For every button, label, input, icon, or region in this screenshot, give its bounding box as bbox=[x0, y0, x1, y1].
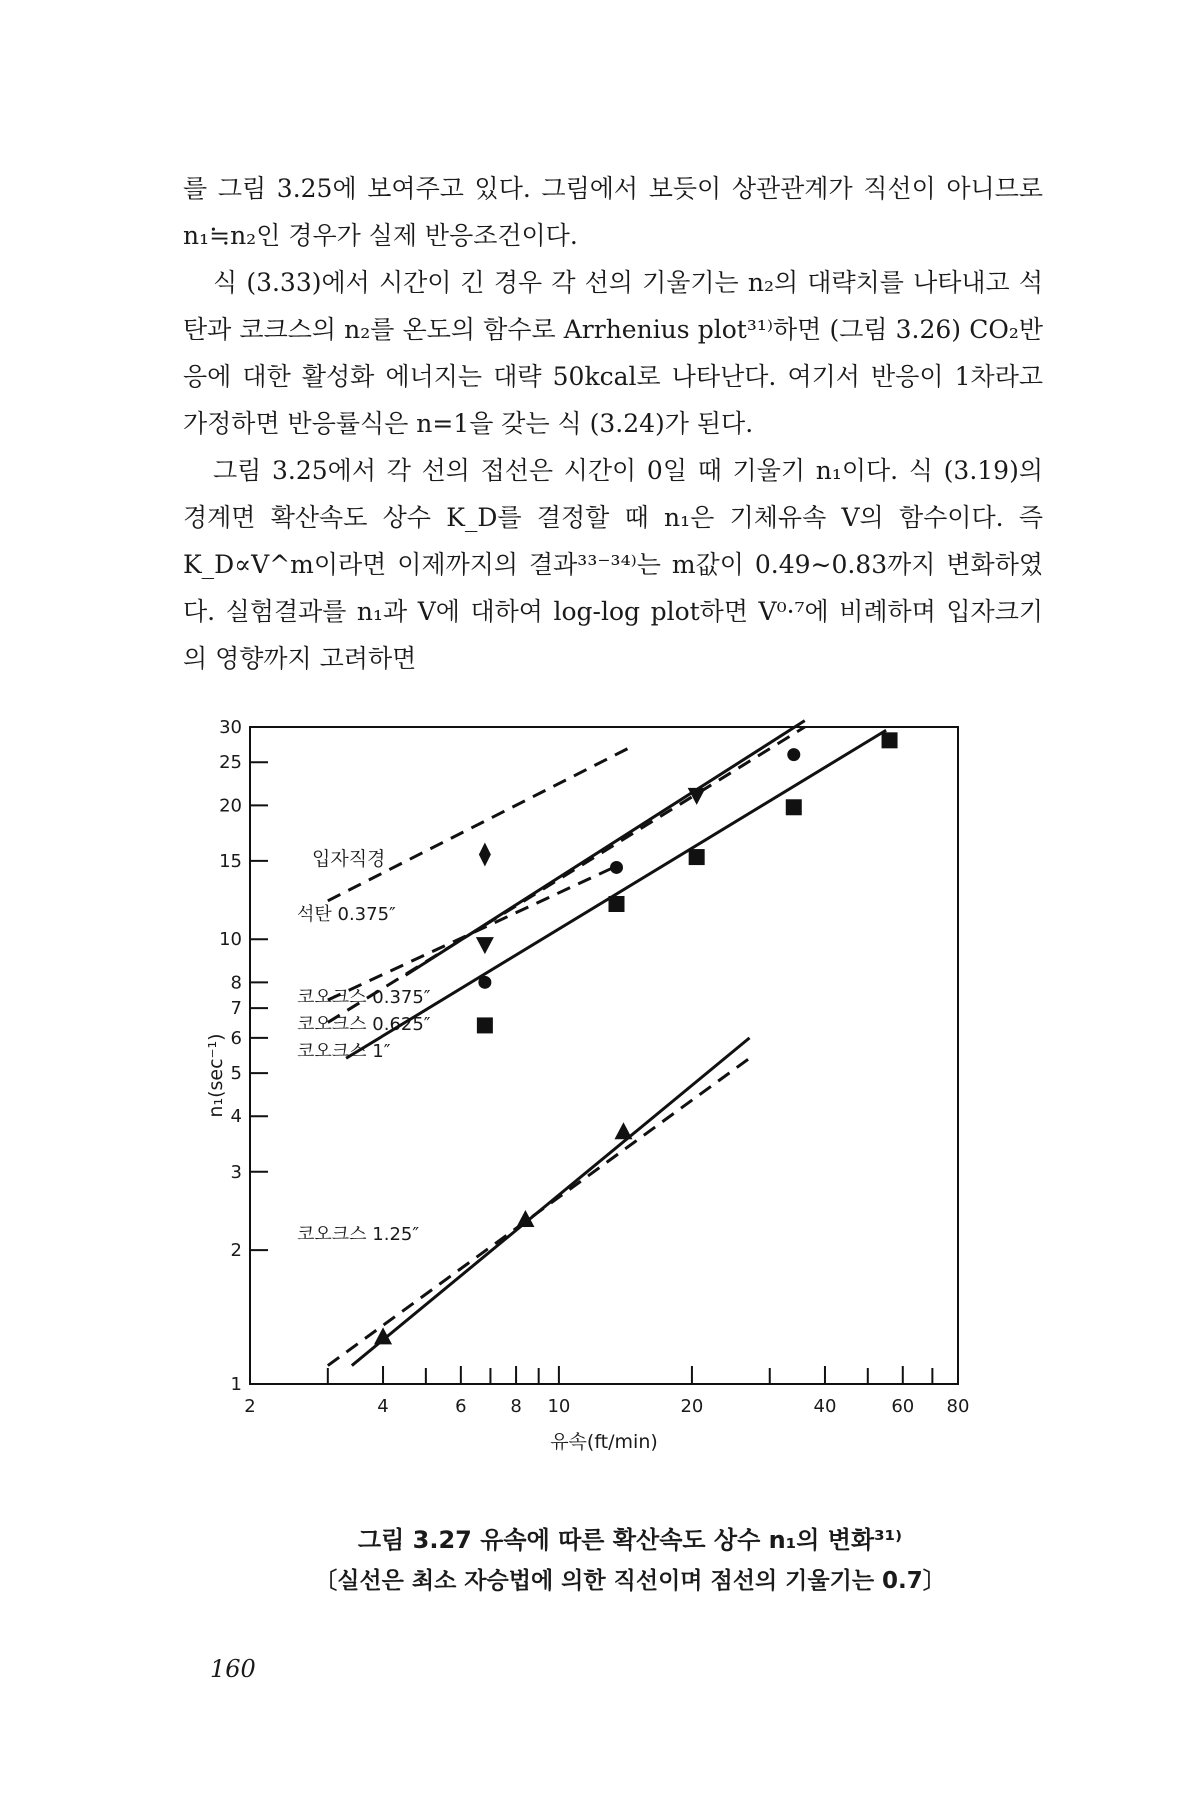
data-point-triangle-down bbox=[476, 937, 494, 954]
data-point-circle bbox=[478, 976, 491, 989]
y-tick-label: 6 bbox=[230, 1027, 242, 1049]
y-tick-label: 25 bbox=[219, 752, 242, 774]
y-tick-label: 4 bbox=[230, 1106, 242, 1128]
paragraph-2: 식 (3.33)에서 시간이 긴 경우 각 선의 기울기는 n₂의 대략치를 나타내고 석탄과 코크스의 n₂를 온도의 함수로 Arrhenius plot³¹⁾하면 (그림 3.26) CO₂반응에 대한 활성화 에너지는 대략 50kcal로 나타난다. 여기서 반응이 1차라고 가정하면 반응률식은 n=1을 갖는 식 (3.24)가 된다. bbox=[183, 268, 1043, 438]
data-point-diamond bbox=[479, 843, 491, 867]
data-point-square bbox=[882, 732, 898, 748]
data-point-square bbox=[608, 896, 624, 912]
paragraph-1: 를 그림 3.25에 보여주고 있다. 그림에서 보듯이 상관관계가 직선이 아니므로 n₁≒n₂인 경우가 실제 반응조건이다. bbox=[183, 174, 1043, 250]
series-label: 코오크스 0.375″ bbox=[297, 987, 431, 1008]
x-tick-label: 6 bbox=[455, 1396, 467, 1417]
figure-caption-note: 〔실선은 최소 자승법에 의한 직선이며 점선의 기울기는 0.7〕 bbox=[314, 1568, 946, 1594]
y-tick-label: 7 bbox=[230, 998, 242, 1020]
data-point-square bbox=[689, 849, 705, 865]
y-tick-label: 3 bbox=[230, 1161, 242, 1183]
y-tick-label: 15 bbox=[219, 850, 242, 872]
legend-title: 입자직경 bbox=[312, 848, 386, 870]
x-tick-label: 8 bbox=[510, 1396, 522, 1417]
x-tick-label: 20 bbox=[680, 1396, 704, 1417]
fit-line-dashed bbox=[328, 1058, 750, 1365]
data-point-square bbox=[786, 799, 802, 815]
series-label: 석탄 0.375″ bbox=[297, 904, 396, 925]
y-tick-label: 8 bbox=[230, 972, 242, 994]
data-point-triangle-up bbox=[614, 1122, 632, 1139]
y-tick-label: 10 bbox=[219, 929, 242, 951]
y-tick-label: 2 bbox=[230, 1240, 242, 1262]
x-tick-label: 40 bbox=[813, 1396, 837, 1417]
y-tick-label: 5 bbox=[230, 1063, 242, 1085]
series-label: 코오크스 0.625″ bbox=[297, 1014, 431, 1035]
data-point-square bbox=[477, 1017, 493, 1033]
figure-caption: 그림 3.27 유속에 따른 확산속도 상수 n₁의 변화³¹⁾ bbox=[357, 1526, 903, 1554]
x-axis-label: 유속(ft/min) bbox=[550, 1431, 658, 1453]
data-point-circle bbox=[787, 748, 800, 761]
y-tick-label: 1 bbox=[230, 1374, 242, 1395]
series-label: 코오크스 1″ bbox=[297, 1041, 391, 1062]
paragraph-3: 그림 3.25에서 각 선의 접선은 시간이 0일 때 기울기 n₁이다. 식 (3.19)의 경계면 확산속도 상수 K_D를 결정할 때 n₁은 기체유속 V의 함수이다. 즉 K_D∝V^m이라면 이제까지의 결과³³⁻³⁴⁾는 m값이 0.49∼0.83까지 변화하였다. 실험결과를 n₁과 V에 대하여 log-log plot하면 V⁰·⁷에 비례하며 입자크기의 영향까지 고려하면 bbox=[183, 456, 1043, 673]
x-tick-label: 10 bbox=[547, 1396, 571, 1417]
y-tick-label: 20 bbox=[219, 795, 242, 817]
x-tick-label: 80 bbox=[946, 1396, 970, 1417]
x-tick-label: 2 bbox=[244, 1396, 256, 1417]
fit-line-dashed bbox=[328, 727, 805, 1022]
x-tick-label: 60 bbox=[891, 1396, 915, 1417]
fit-line-dashed bbox=[328, 747, 630, 900]
y-tick-label: 30 bbox=[219, 717, 242, 738]
fit-line-solid bbox=[346, 730, 886, 1058]
y-axis-label: n₁(sec⁻¹) bbox=[205, 1033, 227, 1118]
data-point-circle bbox=[610, 861, 623, 874]
page-number: 160 bbox=[210, 1655, 256, 1683]
x-tick-label: 4 bbox=[377, 1396, 389, 1417]
series-label: 코오크스 1.25″ bbox=[297, 1224, 420, 1245]
